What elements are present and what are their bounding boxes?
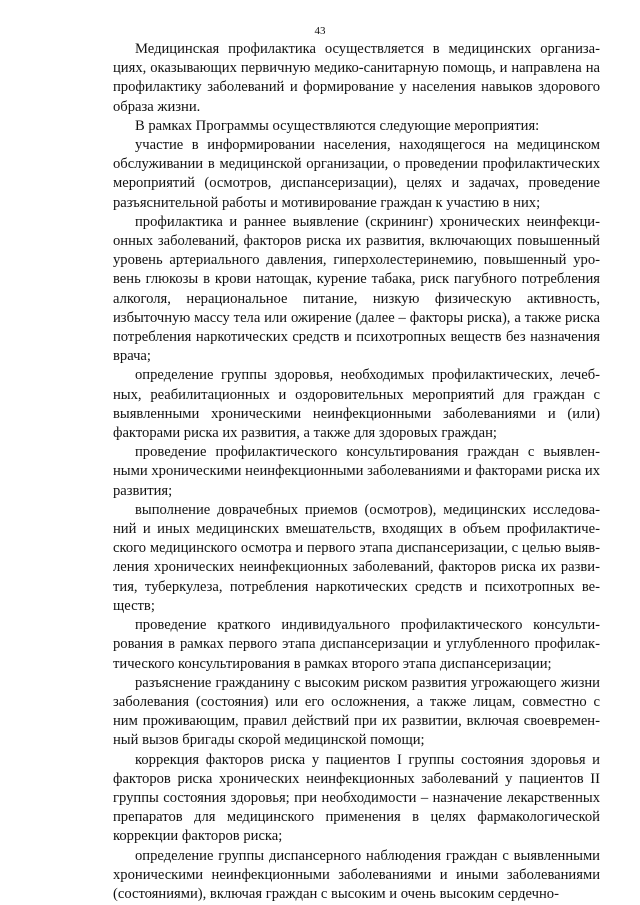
paragraph-program-measures-intro: В рамках Программы осуществляются следующие мероприятия: — [135, 117, 540, 134]
paragraph-high-risk-explanation: разъяснение гражданину с высоким риском развития угрожающего жизни заболевания (состояния) или его осложнения, а также лицам, совместно с ним проживающим, правил действий при их развитии, включая своевременный вызов бригады скорой медицинской помощи; — [113, 674, 600, 749]
paragraph-health-group: определение группы здоровья, необходимых профилактических, лечебных, реабилитационных и оздоровительных мероприятий для граждан с выявленными хроническими неинфекционными заболеваниями и (или) факторами риска их развития, а также для здоровых граждан; — [113, 367, 600, 442]
paragraph-informing-population: участие в информировании населения, находящегося на медицинском обслуживании в медицинской организации, о проведении профилактических мероприятий (осмотров, диспансеризации), целях и задачах, проведение разъяснительной работы и мотивирование граждан к участию в них; — [113, 137, 600, 211]
paragraph-dispensary-group: определение группы диспансерного наблюдения граждан с выявленными хроническими неинфекционными заболеваниями и иными заболеваниями (состояниями), включая граждан с высоким и очень высоким сердечно- — [113, 847, 600, 902]
paragraph-brief-consulting: проведение краткого индивидуального профилактического консультирования в рамках первого этапа диспансеризации и углубленного профилактического консультирования в рамках второго этапа диспансеризации; — [113, 617, 600, 672]
paragraph-early-screening: профилактика и раннее выявление (скрининг) хронических неинфекционных заболеваний, факторов риска их развития, включающих повышенный уровень артериального давления, гиперхолестеринемию, повышенный уровень глюкозы в крови натощак, курение табака, риск пагубного потребления алкоголя, нерациональное питание, низкую физическую активность, избыточную массу тела или ожирение (далее – факторы риска), а также риска потребления наркотических средств и психотропных веществ без назначения врача; — [113, 213, 600, 365]
paragraph-pre-doctor-appointments: выполнение доврачебных приемов (осмотров), медицинских исследований и иных медицинских вмешательств, входящих в объем профилактического медицинского осмотра и первого этапа диспансеризации, с целью выявления хронических неинфекционных заболеваний, факторов риска их развития, туберкулеза, потребления наркотических средств и психотропных веществ; — [113, 501, 600, 614]
paragraph-preventive-consulting: проведение профилактического консультирования граждан с выявленными хроническими неинфекционными заболеваниями и факторами риска их развития; — [113, 444, 600, 499]
paragraph-risk-correction: коррекция факторов риска у пациентов I группы состояния здоровья и факторов риска хронических неинфекционных заболеваний у пациентов II группы состояния здоровья; при необходимости – назначение лекарственных препаратов для медицинского применения в целях фармакологической коррекции факторов риска; — [113, 751, 600, 845]
paragraph-medical-prevention: Медицинская профилактика осуществляется в медицинских организациях, оказывающих первичную медико-санитарную помощь, и направлена на профилактику заболеваний и формирование у населения навыков здорового образа жизни. — [113, 41, 600, 115]
page-number: 43 — [314, 25, 326, 37]
body-text — [113, 40, 600, 904]
